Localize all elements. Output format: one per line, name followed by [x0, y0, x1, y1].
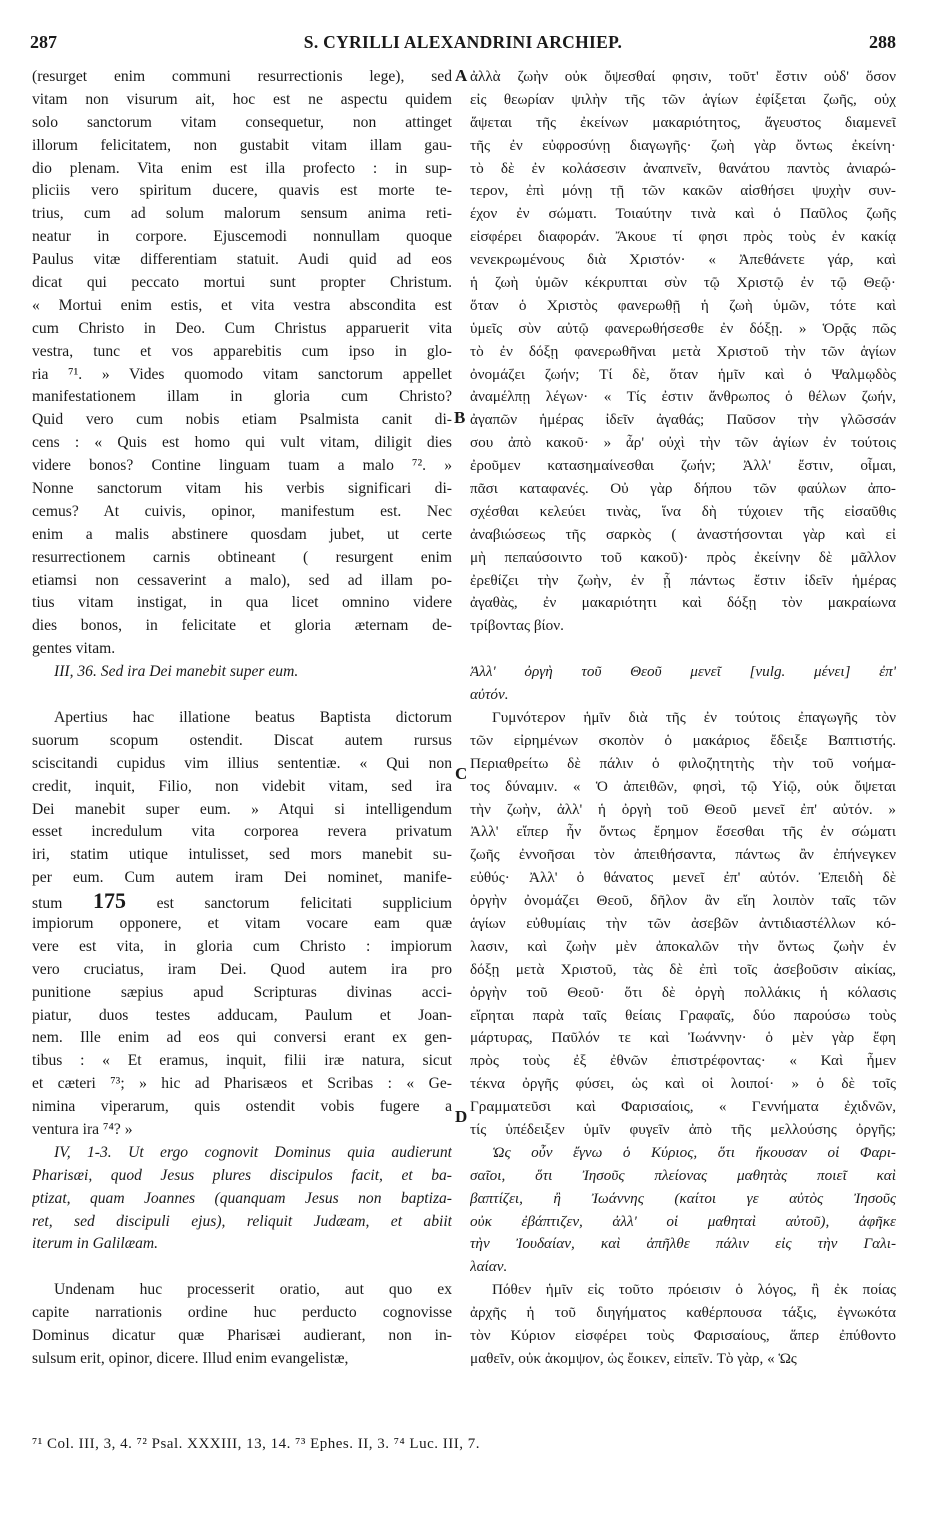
greek-text-line: τὴν ζωὴν, ἀλλ' ἡ ὀργὴ τοῦ Θεοῦ μενεῖ ἐπ' αὐτόν. » — [470, 800, 896, 818]
greek-text-line: τὸ δὲ ἐν κολάσεσιν ἀναπνεῖν, θανάτου παντὸς ἀνιαρώ- — [470, 159, 896, 177]
greek-text-line: ἁγίων εὐθυμίαις τὴν τῶν ἀσεβῶν ἀντιδιαστέλλων κό- — [470, 914, 896, 932]
latin-text-line: suorum scopum ostendit. Discat autem rursus — [32, 731, 452, 749]
latin-text-line: neatur in corpore. Ejuscemodi nonnullam quoque — [32, 228, 452, 246]
greek-text-line: βαπτίζει, ἢ Ἰωάννης (καίτοι γε αὐτὸς Ἰησοῦς — [470, 1189, 896, 1207]
greek-text-line: τὴν Ἰουδαίαν, καὶ ἀπῆλθε πάλιν εἰς τὴν Γαλι- — [470, 1235, 896, 1253]
latin-text-line: etiamsi non cessaverint a malo), sed ad illam po- — [32, 571, 452, 589]
greek-text-line: πρὸς τοὺς ἐξ ἐθνῶν ἐπιστρέφοντας· « Καὶ ἦμεν — [470, 1052, 896, 1070]
greek-text-line: πᾶσι καταφανές. Οὐ γὰρ δήπου τῶν φαύλων ἀπο- — [470, 480, 896, 498]
greek-text-line: σου ἀπὸ κακοῦ· » ἆρ' οὐχὶ τὴν τῶν ἁγίων ἐν τούτοις — [470, 434, 896, 452]
latin-text-line: ptizat, quam Joannes (quanquam Jesus non baptiza- — [32, 1189, 452, 1207]
greek-text-line: αὐτόν. — [470, 686, 509, 704]
latin-column — [32, 66, 452, 1371]
greek-text-line: μαθεῖν, οὐκ ἀκομψον, ὡς ἔοικεν, εἰπεῖν. Τὸ γὰρ, « Ὡς — [470, 1349, 797, 1367]
greek-text-line: τερον, ἐπὶ μόνῃ τῇ τῶν κακῶν αἰσθήσει ψυχὴν συν- — [470, 182, 896, 200]
latin-text-line: Apertius hac illatione beatus Baptista dictorum — [54, 708, 452, 726]
greek-text-line: Περιαθρείτω δὲ πάλιν ὁ φιλοζητητὴς τὴν τοῦ νοήμα- — [470, 754, 896, 772]
greek-column — [470, 66, 896, 1371]
greek-text-line: Ἀλλ' εἴπερ ἦν ὄντως ἔρημον ἔσεσθαι τῆς ἐν σώματι — [470, 823, 896, 841]
latin-text-line: impiorum opponere, et vitam vocare eam quæ — [32, 914, 452, 932]
greek-text-line: ἀναβιώσεως τῆς σαρκὸς ( ἀναστήσονται γὰρ καὶ εἰ — [470, 525, 896, 543]
latin-text-line: resurrectionem carnis obtineant ( resurgent enim — [32, 548, 452, 566]
greek-text-line: τὸν Κύριον εἰσφέρει τοὺς Φαρισαίους, ἅπερ ἐπύθοντο — [470, 1326, 896, 1344]
latin-text-line: capite narrationis ordine huc perducto cognovisse — [32, 1304, 452, 1322]
greek-text-line: ἀναμέλπῃ λέγων· « Τίς ἐστιν ἄνθρωπος ὁ θέλων ζωήν, — [470, 388, 896, 406]
latin-text-line: videre bonos? Contine linguam tuam a malo ⁷². » — [32, 457, 452, 475]
footnotes: ⁷¹ Col. III, 3, 4. ⁷² Psal. XXXIII, 13, 14. ⁷³ Ephes. II, 3. ⁷⁴ Luc. III, 7. — [32, 1436, 480, 1452]
latin-text-line: Undenam huc processerit oratio, aut quo ex — [54, 1281, 452, 1299]
greek-text-line: έχον ἐν σώματι. Τοιαύτην τινὰ καὶ ὁ Παῦλος ζωῆς — [470, 205, 896, 223]
greek-text-line: ζωῆς ἐννοῆσαι τὸν ἀπειθήσαντα, πάντως ἂν ἐπήνεγκεν — [470, 846, 896, 864]
greek-text-line: τῆς ἐν εὐφροσύνῃ διαγωγῆς· ζωὴ γὰρ ὄντως ἐκείνη· — [470, 136, 896, 154]
greek-text-line: Γυμνότερον ἡμῖν διὰ τῆς ἐν τούτοις ἐπαγωγῆς τὸν — [492, 708, 896, 726]
latin-text-line: Dominus dicatur quæ Pharisæi audierant, non in- — [32, 1326, 452, 1344]
latin-text-line: enim a malis abstinere quosdam jubet, ut certe — [32, 525, 452, 543]
greek-text-line: εἴρηται παρὰ ταῖς θείαις Γραφαῖς, δύο παρούσω τοὺς — [470, 1006, 896, 1024]
latin-text-line: iterum in Galilæam. — [32, 1235, 159, 1253]
greek-text-line: ἀγαθὰς, ἐν μακαριότητι καὶ δόξῃ τὸν μακραίωνα — [470, 594, 896, 612]
latin-text-line: III, 36. Sed ira Dei manebit super eum. — [54, 663, 299, 681]
greek-text-line: λασιν, καὶ ζωὴν μὲν ἀποκαλῶν τὴν ὄντως ζωὴν ἐν — [470, 937, 896, 955]
latin-text-line: manifestationem illam in gloria cum Christo? — [32, 388, 452, 406]
latin-text-line: vero cruciatus, iram Dei. Quod autem ira pro — [32, 960, 452, 978]
latin-text-line: piatur, duos testes adducam, Paulum et Joan- — [32, 1006, 452, 1024]
greek-text-line: Πόθεν ἡμῖν εἰς τοῦτο πρόεισιν ὁ λόγος, ἢ ἐκ ποίας — [492, 1281, 896, 1299]
latin-text-line: IV, 1-3. Ut ergo cognovit Dominus quia audierunt — [54, 1143, 452, 1161]
latin-text-line: ret, sed discipuli ejus), reliquit Judæam, et abiit — [32, 1212, 452, 1230]
latin-text-line — [32, 890, 452, 913]
greek-text-line: σχέσθαι κελεύει τινὰς, ἵνα δὴ τύχοιεν τῆς εἰσαῦθις — [470, 502, 896, 520]
latin-text-line: cemus? At cuivis, opinor, manifestum est. Nec — [32, 502, 452, 520]
latin-text-line: trius, cum ad solum malorum sensum anima reti- — [32, 205, 452, 223]
greek-text-line: ὀργὴν ὀνομάζει Θεοῦ, δῆλον ἂν εἴη λοιπὸν ταῖς τῶν — [470, 892, 896, 910]
greek-text-line: Ἀλλ' ὀργὴ τοῦ Θεοῦ μενεῖ [vulg. μένει] ἐπ' — [470, 663, 896, 681]
greek-text-line: εὐθύς· Ἀλλ' ὁ θάνατος μενεῖ ἐπ' αὐτόν. Ἐπειδὴ δὲ — [470, 869, 896, 887]
latin-text-line: tibus : « Et eramus, inquit, filii iræ natura, sicut — [32, 1052, 452, 1070]
latin-text-line: ventura ira ⁷⁴? » — [32, 1120, 133, 1138]
latin-text-line: pliciis vero spiritum ducere, quavis est morte te- — [32, 182, 452, 200]
greek-text-line: εἰσφέρει διαφοράν. Ἄκουε τί φησι πρὸς τοὺς ἐν κακίᾳ — [470, 228, 896, 246]
latin-text-line: dicat qui peccato mortui sunt propter Christum. — [32, 274, 452, 292]
greek-text-line: ἀρχῆς ἡ τοῦ διηγήματος καθέρπουσα τάξις, ἐγνωκότα — [470, 1304, 896, 1322]
greek-text-line: σαῖοι, ὅτι Ἰησοῦς πλείονας μαθητὰς ποιεῖ καὶ — [470, 1166, 896, 1184]
greek-text-line: οὐκ ἐβάπτιζεν, ἀλλ' οἱ μαθηταὶ αὐτοῦ), ἀφῆκε — [470, 1212, 896, 1230]
latin-text-line: esset incredulum vita corporea revera privatum — [32, 823, 452, 841]
greek-text-line: νενεκρωμένους διὰ Χριστόν· « Ἀπεθάνετε γάρ, καὶ — [470, 251, 896, 269]
latin-text-line: nem. Ille enim ad eos qui conversi erant ex gen- — [32, 1029, 452, 1047]
latin-text-line: illorum felicitatem, non gustabit vitam illam gau- — [32, 136, 452, 154]
greek-text-line: ἐροῦμεν κατασημαίνεσθαι ζωήν; Ἀλλ' ἔστιν, οἶμαι, — [470, 457, 896, 475]
greek-text-line: ἀλλὰ ζωὴν οὐκ ὄψεσθαί φησιν, τοῦτ' ἔστιν οὐδ' ὅσον — [470, 68, 896, 85]
column-number: 175 — [92, 890, 126, 913]
greek-text-line: τὸ ἐν δόξῃ φανερωθῆναι μετὰ Χριστοῦ τὴν τῶν ἁγίων — [470, 342, 896, 360]
greek-text-line: ὀργὴν τοῦ Θεοῦ· ὅτι δὲ ὀργὴ πολλάκις ἡ κόλασις — [470, 983, 896, 1001]
greek-text-line: τέκνα ὀργῆς φύσει, ὡς καὶ οἱ λοιποί· » ὁ δὲ τοῖς — [470, 1075, 896, 1093]
latin-text-line: cens : « Quis est homo qui vult vitam, diligit dies — [32, 434, 452, 452]
latin-text-line: Dei manebit super eum. » Atqui si intelligendum — [32, 800, 452, 818]
greek-text-line: τος δύναμιν. « Ὁ ἀπειθῶν, φησὶ, τῷ Υἱῷ, οὐκ ὄψεται — [470, 777, 896, 795]
latin-text-line: Nonne sanctorum vitam his verbis significari di- — [32, 480, 452, 498]
latin-text-line: credit, inquit, Filio, non videbit vitam, sed ira — [32, 777, 452, 795]
running-title: S. CYRILLI ALEXANDRINI ARCHIEP. — [303, 32, 623, 52]
latin-text-line: sulsum erit, opinor, dicere. Illud enim evangelistæ, — [32, 1349, 349, 1367]
greek-text-line: ἅψεται τῆς ἐκείνων μακαριότητος, ἄγευστος διαμενεῖ — [470, 113, 896, 131]
latin-text-line: nimina viperarum, quis ostendit vobis fugere a — [32, 1098, 452, 1116]
latin-text-line-part: est sanctorum felicitati supplicium — [125, 895, 452, 913]
greek-text-line — [470, 638, 896, 661]
latin-text-line: cum Christo in Deo. Cum Christus apparuerit vita — [32, 319, 452, 337]
latin-text-line: Paulus vitæ differentiam statuit. Audi quid ad eos — [32, 251, 452, 269]
latin-text-line: per eum. Cum autem iram Dei nominet, manife- — [32, 869, 452, 887]
latin-text-line: solo sanctorum vitam consequetur, non attinget — [32, 113, 452, 131]
section-marker-b: B — [454, 408, 466, 427]
latin-text-line — [32, 1256, 452, 1279]
greek-text-line: τρίβοντας βίον. — [470, 617, 564, 635]
latin-text-line: vestra, tunc et vos apparebitis cum ipso in glo- — [32, 342, 452, 360]
latin-text-line: Pharisæi, quod Jesus plures discipulos facit, et ba- — [32, 1166, 452, 1184]
latin-text-line: vere est vita, in gloria cum Christo : impiorum — [32, 937, 452, 955]
latin-text-line: « Mortui enim estis, et vita vestra abscondita est — [32, 296, 452, 314]
greek-text-line: ὑμεῖς σὺν αὐτῷ φανερωθήσεσθε ἐν δόξῃ. » Ὁρᾷς πῶς — [470, 319, 896, 337]
latin-text-line-part: stum — [32, 895, 93, 913]
latin-text-line: ria ⁷¹. » Vides quomodo vitam sanctorum appellet — [32, 365, 452, 383]
latin-text-line: dio plenam. Vita enim est illa profecto : in sup- — [32, 159, 452, 177]
latin-text-line: sciscitandi cupidus vim illius sententiæ. « Qui non — [32, 754, 452, 772]
latin-text-line: vitam non visurum ait, hoc est ne aspectu quidem — [32, 90, 452, 108]
greek-text-line: ἐρεθίζει τὴν ζωὴν, ἐν ᾗ πάντως ἔστιν ἰδεῖν ἡμέρας — [470, 571, 896, 589]
greek-text-line: ἡ ζωὴ ὑμῶν κέκρυπται σὺν τῷ Χριστῷ ἐν τῷ Θεῷ· — [470, 274, 896, 292]
greek-text-line: λαίαν. — [470, 1258, 508, 1276]
greek-text-line: ὅταν ὁ Χριστὸς φανερωθῇ ἡ ζωὴ ὑμῶν, τότε καὶ — [470, 296, 896, 314]
left-page-number: 287 — [30, 32, 57, 52]
page-header — [30, 32, 896, 56]
section-marker-c: C — [455, 764, 468, 783]
greek-text-line: ἀγαπῶν ἡμέρας ἰδεῖν ἀγαθάς; Παῦσον τὴν γλῶσσάν — [470, 411, 896, 429]
greek-text-line: τῶν εἰρημένων σκοπὸν ὁ μακάριος ἔδειξε Βαπτιστής. — [470, 731, 896, 749]
greek-text-line: τίς ὑπέδειξεν ὑμῖν φυγεῖν ἀπὸ τῆς μελλούσης ὀργῆς; — [470, 1120, 896, 1138]
latin-text-line: iri, statim utique intulisset, sed mors manebit su- — [32, 846, 452, 864]
latin-text-line: punitione sæpius apud Scripturas divinas acci- — [32, 983, 452, 1001]
latin-text-line: dies bonos, in felicitate et gloria æternam de- — [32, 617, 452, 635]
greek-text-line: Γραμματεῦσι καὶ Φαρισαίοις, « Γεννήματα ἐχιδνῶν, — [470, 1098, 896, 1116]
greek-text-line: ὀνομάζει ζωήν; Τί δὲ, ὅταν ἡμῖν καὶ ὁ Ψαλμῳδὸς — [470, 365, 896, 383]
latin-text-line — [32, 684, 452, 707]
latin-text-line: (resurget enim communi resurrectionis lege), sed — [32, 68, 452, 85]
latin-text-line: tius vitam instigat, in qua licet omnino videre — [32, 594, 452, 612]
section-marker-a: A — [455, 66, 468, 85]
right-page-number: 288 — [869, 32, 896, 52]
latin-text-line: et cæteri ⁷³; » hic ad Pharisæos et Scribas : « Ge- — [32, 1075, 452, 1093]
greek-text-line: μάρτυρας, Παῦλόν τε καὶ Ἰωάννην· ὁ μὲν γὰρ ἔφη — [470, 1029, 896, 1047]
greek-text-line: δόξῃ μετὰ Χριστοῦ, τὰς δὲ ἐπὶ τοῖς ἀσεβοῦσιν αἰκίας, — [470, 960, 896, 978]
greek-text-line: μὴ πεπαύσοιντο τοῦ κακοῦ)· πρὸς ἐκείνην δὲ μᾶλλον — [470, 548, 896, 566]
greek-text-line: Ὡς οὖν ἔγνω ὁ Κύριος, ὅτι ἤκουσαν οἱ Φαρι- — [492, 1143, 896, 1161]
latin-text-line: Quid vero cum nobis etiam Psalmista canit di- — [32, 411, 452, 429]
section-marker-d: D — [455, 1107, 468, 1126]
latin-text-line: gentes vitam. — [32, 640, 116, 658]
greek-text-line: εἰς θεωρίαν ψιλὴν τῆς τῶν ἁγίων ἐφίξεται ζωῆς, οὐχ — [470, 90, 896, 108]
